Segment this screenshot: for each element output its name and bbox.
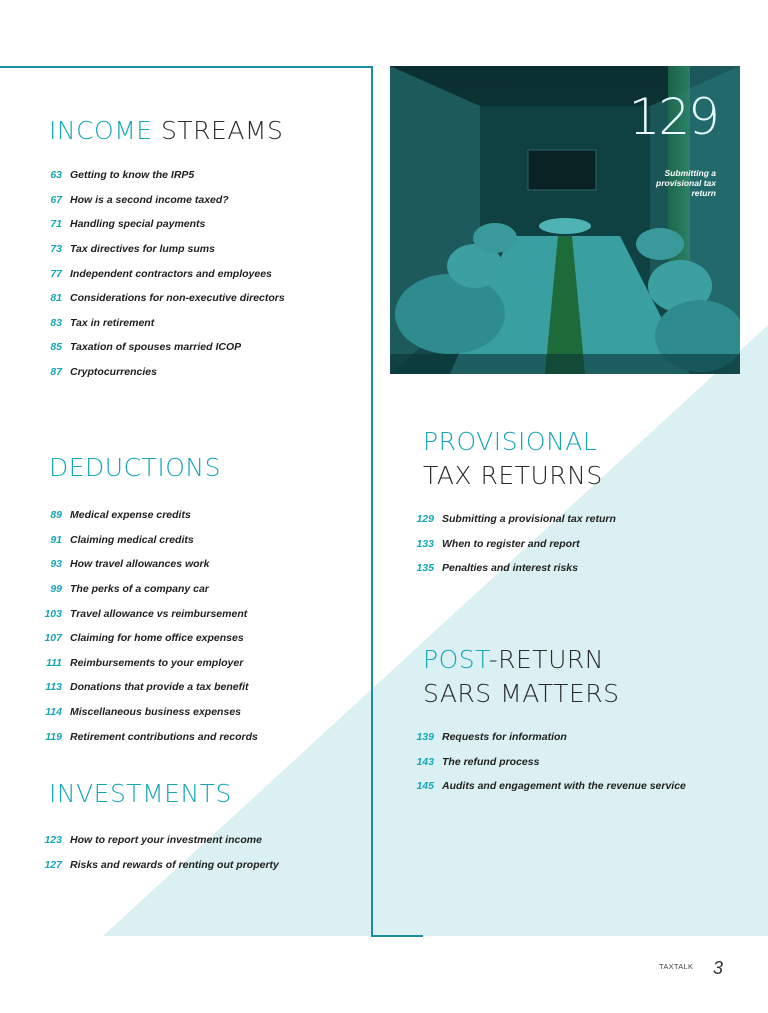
toc-entry[interactable] xyxy=(416,507,616,532)
toc-entry[interactable] xyxy=(44,503,258,528)
toc-entry[interactable] xyxy=(416,532,616,557)
footer-brand: TAXTALK xyxy=(659,962,694,971)
toc-entry[interactable] xyxy=(44,237,285,262)
income-heading-accent: INCOME xyxy=(49,116,153,145)
toc-entry-title: Submitting a provisional tax return xyxy=(442,513,616,526)
toc-entry[interactable] xyxy=(44,651,258,676)
toc-page-number: 87 xyxy=(50,366,62,379)
toc-entry[interactable] xyxy=(44,360,285,385)
toc-entry-title: Considerations for non-executive directors xyxy=(70,292,285,305)
toc-entry-title: The perks of a company car xyxy=(70,583,209,596)
toc-page-number: 139 xyxy=(416,731,434,744)
toc-entry-title: Claiming for home office expenses xyxy=(70,632,244,645)
toc-page-number: 111 xyxy=(46,656,62,669)
toc-page-number: 119 xyxy=(45,730,62,743)
post-return-heading-line2: SARS MATTERS xyxy=(423,679,620,708)
post-return-list xyxy=(416,725,686,799)
toc-page-number: 103 xyxy=(44,607,62,620)
toc-entry-title: Handling special payments xyxy=(70,218,206,231)
toc-entry-title: Travel allowance vs reimbursement xyxy=(70,607,248,620)
toc-page-number: 71 xyxy=(50,218,62,231)
toc-entry[interactable] xyxy=(44,601,258,626)
toc-page-number: 85 xyxy=(50,341,62,354)
toc-entry-title: Retirement contributions and records xyxy=(70,730,258,743)
toc-entry-title: How travel allowances work xyxy=(70,558,210,571)
toc-entry-title: How to report your investment income xyxy=(70,834,262,847)
frame-vertical-line xyxy=(371,66,373,936)
toc-page-number: 129 xyxy=(416,513,434,526)
toc-entry[interactable] xyxy=(44,335,285,360)
toc-entry[interactable] xyxy=(44,724,258,749)
toc-entry[interactable] xyxy=(44,261,285,286)
toc-page-number: 73 xyxy=(50,243,62,256)
toc-entry-title: Tax directives for lump sums xyxy=(70,243,215,256)
toc-page-number: 123 xyxy=(44,834,62,847)
toc-entry-title: Cryptocurrencies xyxy=(70,366,157,379)
post-return-heading-line1 xyxy=(423,643,604,677)
toc-entry-title: Claiming medical credits xyxy=(70,533,194,546)
toc-page-number: 135 xyxy=(416,562,434,575)
investments-heading: INVESTMENTS xyxy=(49,779,232,808)
toc-entry[interactable] xyxy=(44,552,258,577)
toc-entry[interactable] xyxy=(416,774,686,799)
toc-page-number: 81 xyxy=(50,292,62,305)
provisional-heading-line2: TAX RETURNS xyxy=(423,461,603,490)
income-streams-list xyxy=(44,163,285,384)
deductions-heading: DEDUCTIONS xyxy=(49,453,221,482)
toc-entry-title: The refund process xyxy=(442,755,540,768)
frame-top-line xyxy=(0,66,373,68)
toc-entry-title: Penalties and interest risks xyxy=(442,562,578,575)
toc-entry-title: Getting to know the IRP5 xyxy=(70,169,195,182)
toc-page-number: 63 xyxy=(50,169,62,182)
deductions-list xyxy=(44,503,258,749)
toc-entry[interactable] xyxy=(44,163,285,188)
toc-entry-title: Risks and rewards of renting out property xyxy=(70,858,279,871)
toc-entry-title: Donations that provide a tax benefit xyxy=(70,681,249,694)
toc-page-number: 114 xyxy=(45,706,62,719)
toc-page-number: 143 xyxy=(416,755,434,768)
toc-entry-title: Medical expense credits xyxy=(70,509,191,522)
toc-entry-title: Independent contractors and employees xyxy=(70,267,272,280)
toc-entry[interactable] xyxy=(416,556,616,581)
provisional-heading-line1: PROVISIONAL xyxy=(423,427,598,456)
toc-entry-title: Audits and engagement with the revenue service xyxy=(442,780,686,793)
toc-page-number: 99 xyxy=(50,583,62,596)
toc-page-number: 113 xyxy=(45,681,62,694)
toc-entry[interactable] xyxy=(44,212,285,237)
toc-entry[interactable] xyxy=(44,626,258,651)
toc-entry[interactable] xyxy=(416,725,686,750)
toc-entry[interactable] xyxy=(44,311,285,336)
toc-entry-title: When to register and report xyxy=(442,537,580,550)
toc-entry-title: Requests for information xyxy=(442,731,567,744)
footer-page-number: 3 xyxy=(713,958,724,978)
toc-entry[interactable] xyxy=(44,286,285,311)
toc-entry[interactable] xyxy=(44,528,258,553)
toc-page-number: 89 xyxy=(50,509,62,522)
toc-entry[interactable] xyxy=(416,750,686,775)
investments-list xyxy=(44,828,279,877)
toc-entry[interactable] xyxy=(44,188,285,213)
toc-entry[interactable] xyxy=(44,828,279,853)
toc-page-number: 77 xyxy=(50,267,62,280)
toc-page-number: 91 xyxy=(50,533,62,546)
feature-caption: Submitting a provisional tax return xyxy=(656,168,716,198)
toc-entry[interactable] xyxy=(44,853,279,878)
toc-page-number: 93 xyxy=(50,558,62,571)
toc-entry-title: Tax in retirement xyxy=(70,316,155,329)
toc-page-number: 107 xyxy=(44,632,62,645)
toc-entry[interactable] xyxy=(44,675,258,700)
feature-photo xyxy=(390,66,740,374)
toc-page-number: 145 xyxy=(416,780,434,793)
income-heading-rest: STREAMS xyxy=(152,116,284,145)
toc-entry-title: Taxation of spouses married ICOP xyxy=(70,341,242,354)
toc-entry[interactable] xyxy=(44,577,258,602)
provisional-list xyxy=(416,507,616,581)
post-return-heading-accent: POST xyxy=(423,645,489,674)
toc-page-number: 127 xyxy=(44,858,62,871)
post-return-heading-rest: -RETURN xyxy=(488,645,604,674)
income-streams-heading xyxy=(49,114,283,148)
toc-entry-title: Miscellaneous business expenses xyxy=(70,706,241,719)
toc-entry-title: Reimbursements to your employer xyxy=(70,656,244,669)
toc-page-number: 83 xyxy=(50,316,62,329)
toc-page-number: 67 xyxy=(50,193,62,206)
toc-page-number: 133 xyxy=(416,537,434,550)
toc-entry-title: How is a second income taxed? xyxy=(70,193,229,206)
toc-entry[interactable] xyxy=(44,700,258,725)
feature-page-number: 129 xyxy=(628,88,718,146)
frame-bottom-line xyxy=(371,935,423,937)
